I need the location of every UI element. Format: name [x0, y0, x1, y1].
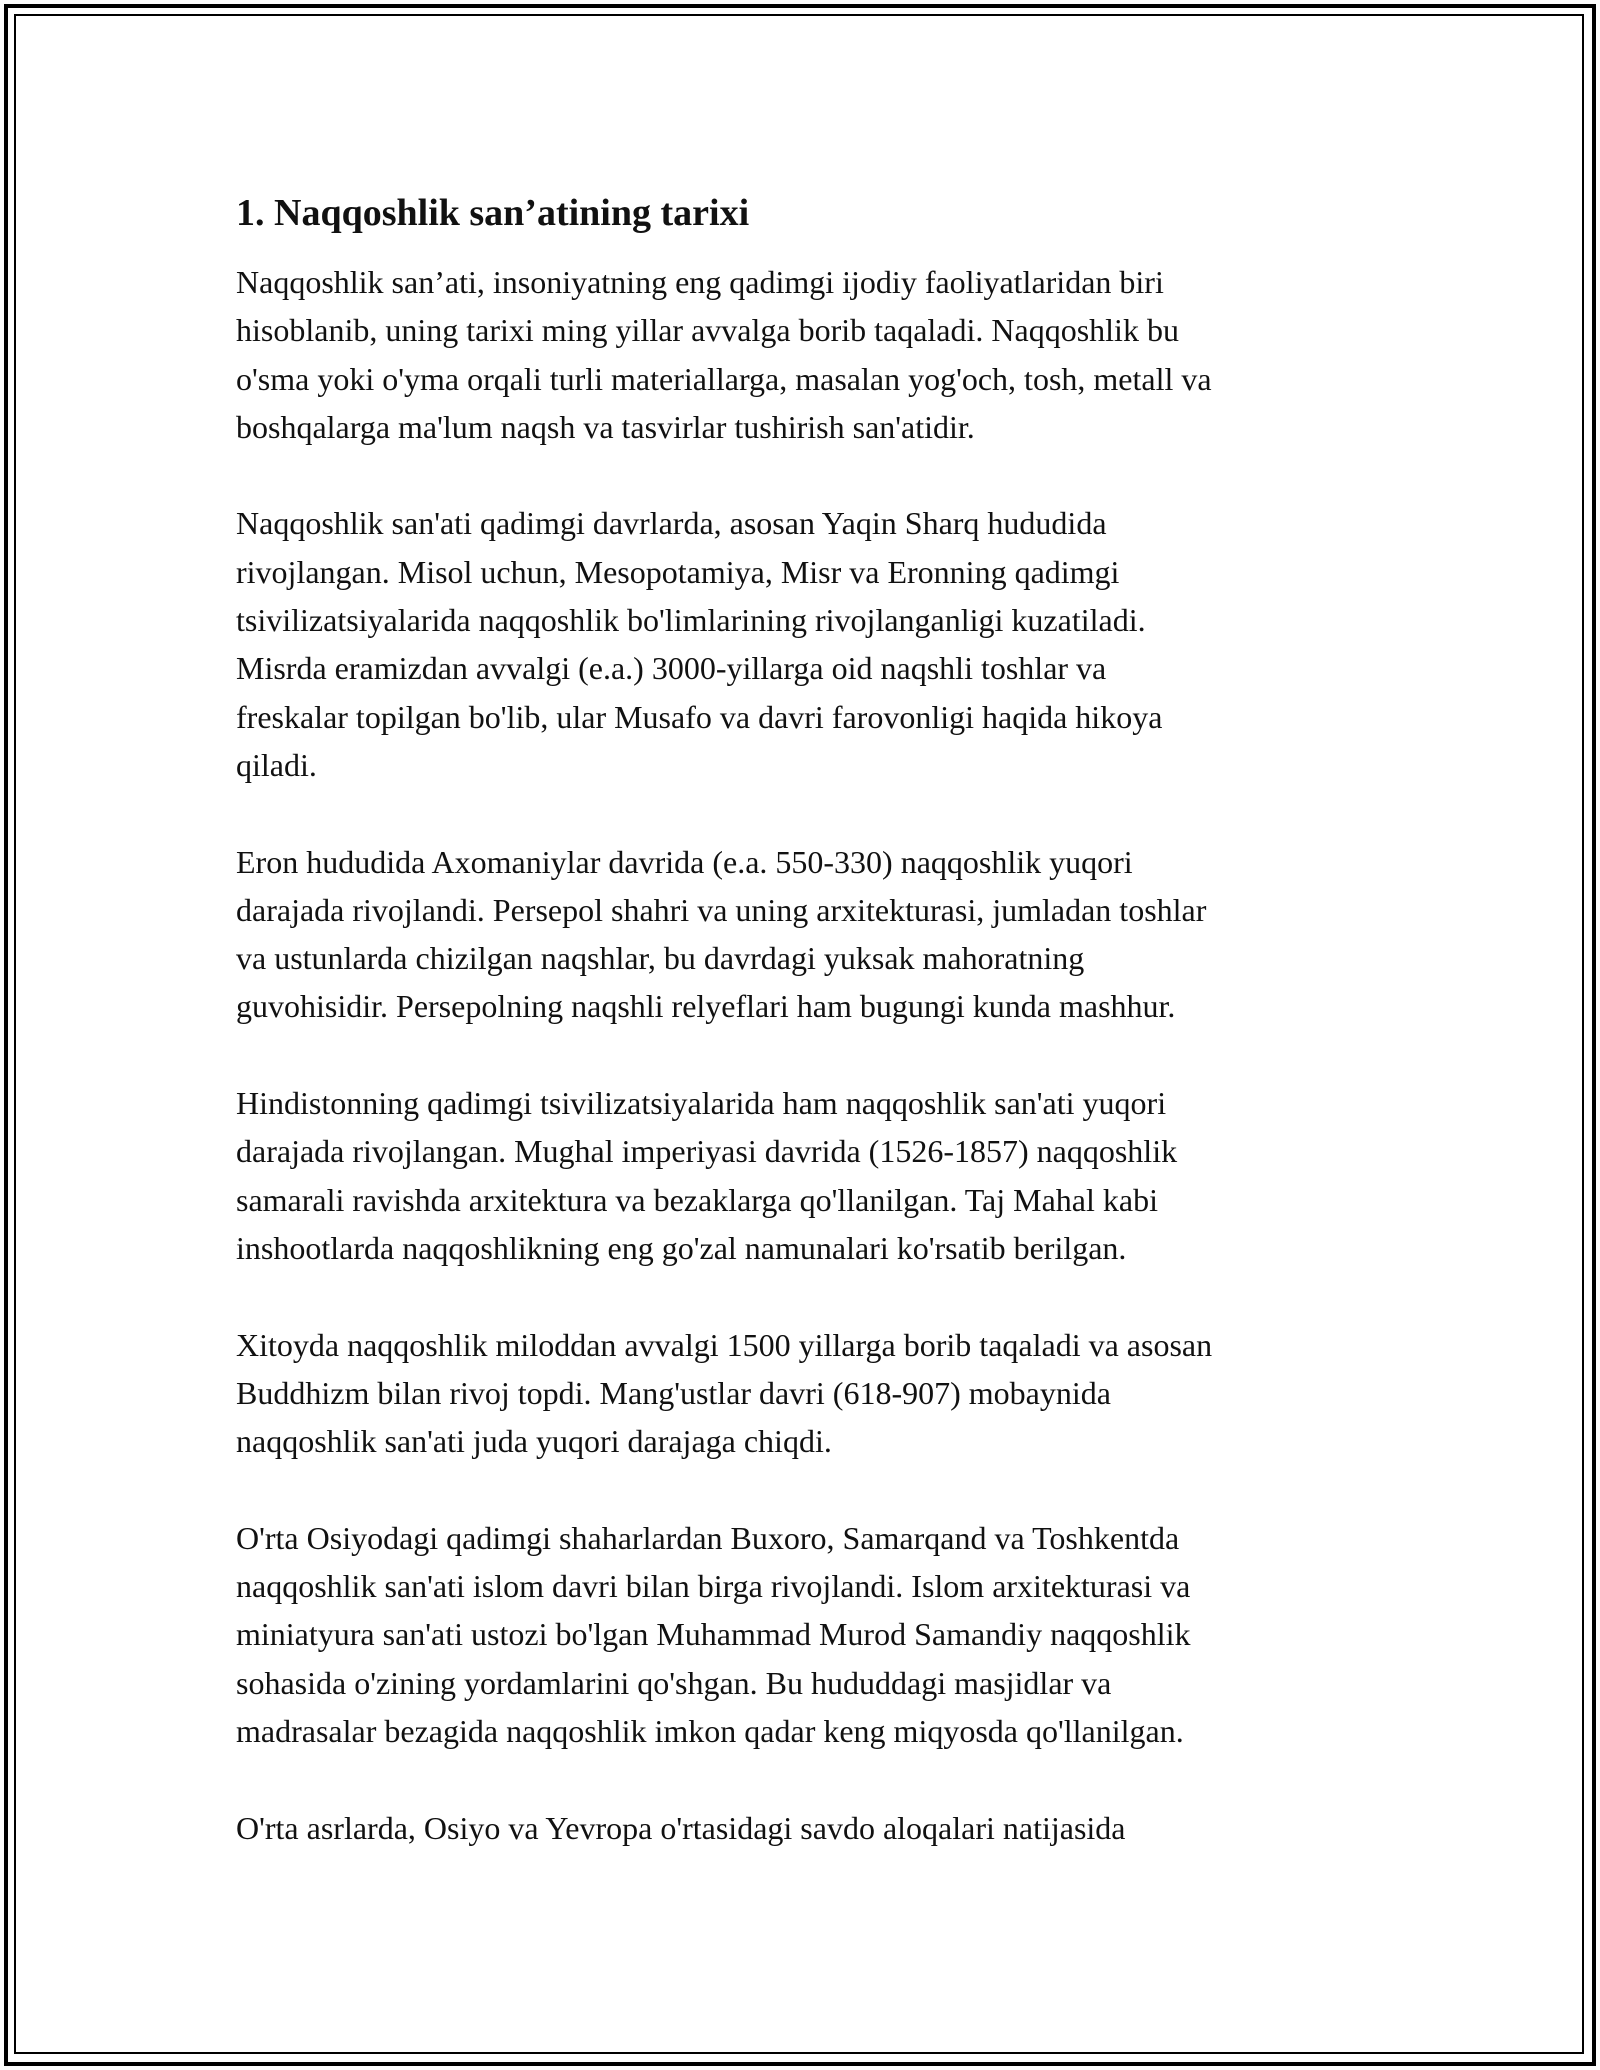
- paragraph: [236, 1321, 1366, 1466]
- paragraph-line: hisoblanib, uning tarixi ming yillar avvalga borib taqaladi. Naqqoshlik bu: [236, 312, 1179, 349]
- paragraph: [236, 1804, 1366, 1852]
- paragraph-line: naqqoshlik san'ati islom davri bilan birga rivojlandi. Islom arxitekturasi va: [236, 1568, 1191, 1605]
- paragraph-line: Hindistonning qadimgi tsivilizatsiyalarida ham naqqoshlik san'ati yuqori: [236, 1085, 1167, 1122]
- paragraph-line: madrasalar bezagida naqqoshlik imkon qadar keng miqyosda qo'llanilgan.: [236, 1712, 1184, 1749]
- paragraph-line: va ustunlarda chizilgan naqshlar, bu davrdagi yuksak mahoratning: [236, 940, 1085, 977]
- paragraph-line: naqqoshlik san'ati juda yuqori darajaga chiqdi.: [236, 1423, 832, 1460]
- paragraph-line: guvohisidir. Persepolning naqshli relyeflari ham bugungi kunda mashhur.: [236, 988, 1176, 1025]
- paragraph: [236, 499, 1366, 789]
- paragraph-line: miniatyura san'ati ustozi bo'lgan Muhammad Murod Samandiy naqqoshlik: [236, 1616, 1191, 1653]
- paragraph-line: samarali ravishda arxitektura va bezaklarga qo'llanilgan. Taj Mahal kabi: [236, 1181, 1158, 1218]
- paragraph: [236, 1514, 1366, 1755]
- paragraph-line: O'rta Osiyodagi qadimgi shaharlardan Buxoro, Samarqand va Toshkentda: [236, 1519, 1180, 1556]
- paragraph-line: qiladi.: [236, 746, 317, 783]
- paragraph-line: inshootlarda naqqoshlikning eng go'zal namunalari ko'rsatib berilgan.: [236, 1229, 1127, 1266]
- section-heading: 1. Naqqoshlik san’atining tarixi: [236, 192, 750, 234]
- paragraph-line: tsivilizatsiyalarida naqqoshlik bo'limlarining rivojlanganligi kuzatiladi.: [236, 602, 1146, 639]
- paragraph-line: Naqqoshlik san'ati qadimgi davrlarda, asosan Yaqin Sharq hududida: [236, 505, 1107, 542]
- paragraph-line: o'sma yoki o'yma orqali turli materiallarga, masalan yog'och, tosh, metall va: [236, 360, 1212, 397]
- paragraph-line: O'rta asrlarda, Osiyo va Yevropa o'rtasidagi savdo aloqalari natijasida: [236, 1809, 1126, 1846]
- paragraph-line: Naqqoshlik san’ati, insoniyatning eng qadimgi ijodiy faoliyatlaridan biri: [236, 264, 1164, 300]
- paragraph: [236, 258, 1366, 451]
- paragraph-line: darajada rivojlangan. Mughal imperiyasi davrida (1526-1857) naqqoshlik: [236, 1133, 1178, 1170]
- document-body: [236, 188, 1366, 1900]
- paragraph: [236, 838, 1366, 1031]
- paragraph-list: [236, 258, 1366, 1852]
- paragraph-line: sohasida o'zining yordamlarini qo'shgan. Bu hududdagi masjidlar va: [236, 1664, 1112, 1701]
- paragraph-line: Buddhizm bilan rivoj topdi. Mang'ustlar davri (618-907) mobaynida: [236, 1374, 1111, 1411]
- paragraph-line: freskalar topilgan bo'lib, ular Musafo va davri farovonligi haqida hikoya: [236, 698, 1163, 735]
- paragraph: [236, 1079, 1366, 1272]
- paragraph-line: darajada rivojlandi. Persepol shahri va uning arxitekturasi, jumladan toshlar: [236, 891, 1207, 928]
- paragraph-line: Misrda eramizdan avvalgi (e.a.) 3000-yillarga oid naqshli toshlar va: [236, 650, 1107, 687]
- paragraph-line: Xitoyda naqqoshlik miloddan avvalgi 1500 yillarga borib taqaladi va asosan: [236, 1326, 1213, 1363]
- paragraph-line: Eron hududida Axomaniylar davrida (e.a. 550-330) naqqoshlik yuqori: [236, 843, 1133, 880]
- paragraph-line: boshqalarga ma'lum naqsh va tasvirlar tushirish san'atidir.: [236, 408, 975, 445]
- paragraph-line: rivojlangan. Misol uchun, Mesopotamiya, Misr va Eronning qadimgi: [236, 553, 1120, 590]
